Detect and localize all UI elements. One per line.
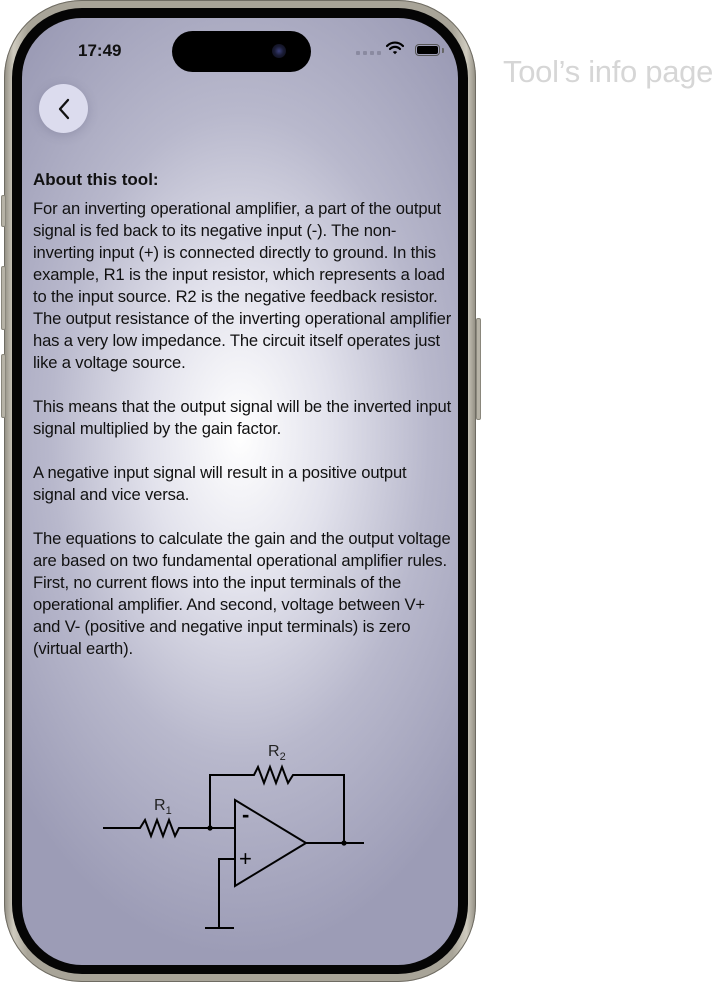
battery-icon [415, 44, 440, 56]
r2-label: $R_2$ [268, 743, 286, 763]
about-heading: About this tool: [33, 170, 159, 189]
about-paragraph-2: This means that the output signal will be the inverted input signal multiplied by the gain factor. [33, 397, 452, 438]
about-paragraph-1: For an inverting operational amplifier, a part of the output signal is fed back to its negative input (-). The non-inverting input (+) is connected directly to ground. In this example, R1 is the input resistor, which represents a load to the input source. R2 is the negative feedback resistor. The output resistance of the inverting operational amplifier has a very low impedance. The circuit itself operates just like a voltage source. [33, 199, 452, 372]
wifi-icon [386, 41, 404, 55]
battery-tip [442, 48, 444, 53]
r1-label: $R_1$ [154, 797, 172, 817]
volume-up-button [1, 266, 6, 330]
volume-down-button [1, 354, 6, 418]
page-caption: Tool’s info page [503, 54, 714, 89]
phone-screen [22, 18, 458, 965]
circuit-svg [92, 718, 392, 933]
about-paragraph-3: A negative input signal will result in a positive output signal and vice versa. [33, 463, 407, 504]
action-button [1, 195, 6, 227]
power-button [476, 318, 481, 420]
dynamic-island [172, 31, 311, 72]
about-section [33, 169, 453, 682]
output-node [341, 840, 346, 845]
about-paragraph-4: The equations to calculate the gain and the output voltage are based on two fundamental operational amplifier rules. First, no current flows into the input terminals of the operational amplifier. And second, voltage between V+ and V- (positive and negative input terminals) is zero (virtual earth). [33, 529, 451, 658]
cellular-signal-icon [356, 51, 381, 55]
minus-label: - [242, 802, 250, 827]
plus-label: + [239, 846, 252, 871]
chevron-left-icon [57, 98, 71, 120]
feedback-wire [210, 767, 344, 843]
input-node [207, 825, 212, 830]
input-wire [103, 820, 210, 836]
inverting-amplifier-diagram [92, 718, 392, 938]
ground-wire [219, 859, 235, 928]
camera-icon [272, 44, 286, 58]
back-button[interactable] [39, 84, 88, 133]
status-time: 17:49 [78, 41, 122, 60]
